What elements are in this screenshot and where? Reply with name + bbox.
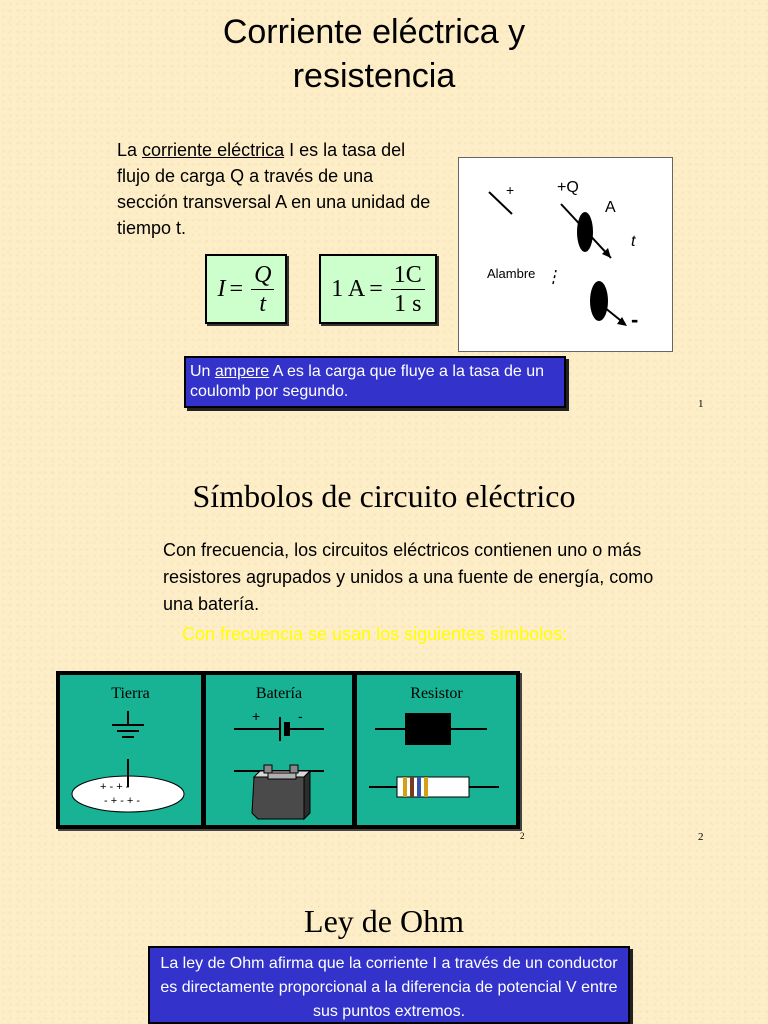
ampere-term: ampere (214, 363, 270, 380)
battery-symbol-cell (206, 675, 352, 825)
definition-term: corriente eléctrica (142, 140, 285, 160)
ground-symbol-cell (60, 675, 201, 825)
symbols-panel (56, 671, 520, 829)
eq1-fraction (251, 261, 274, 318)
ground-icon (60, 675, 201, 825)
ampere-equation (319, 254, 437, 324)
resistor-label: Resistor (410, 685, 463, 702)
eq2-equals: = (369, 275, 383, 302)
diagram-minus: - (631, 307, 639, 332)
eq2-fraction (391, 261, 425, 318)
battery-minus: - (298, 708, 303, 724)
ampere-pre: Un (190, 363, 215, 380)
page-number-1: 1 (698, 398, 704, 410)
cross-section-ellipse-2 (590, 281, 608, 321)
eq2-denominator: 1 s (394, 290, 422, 317)
definition-pre: La (117, 140, 143, 160)
ampere-post: A es la carga que fluye a la tasa de un coulomb por segundo. (190, 363, 545, 400)
eq2-numerator: 1C (391, 261, 425, 290)
ohm-law-box: La ley de Ohm afirma que la corriente I a través de un conductor es directamente proporcional a la diferencia de potencial V entre sus puntos extremos. (148, 946, 630, 1024)
eq1-lhs: I (217, 275, 226, 302)
eq1-equals: = (229, 275, 244, 302)
resistor-symbol-cell (357, 675, 516, 825)
definition-post: I es la tasa del flujo de carga Q a través de una sección transversal A en una unidad de tiempo t. (117, 140, 431, 238)
slide1-title-line1: Corriente eléctrica y (222, 13, 526, 51)
diagram-time-label: t (631, 233, 636, 250)
wire-dashed-line (553, 270, 556, 284)
diagram-wire-label: Alambre (487, 266, 536, 281)
slide2-title: Símbolos de circuito eléctrico (192, 478, 576, 514)
page-number-2-small: 2 (520, 831, 525, 841)
wire-diagram-svg (459, 158, 672, 351)
diagram-charge-label: +Q (557, 179, 579, 196)
resistor-icon (357, 675, 516, 825)
slide2-intro: Con frecuencia, los circuitos eléctricos contienen uno o más resistores agrupados y unidos a una fuente de energía, como una batería. (163, 540, 654, 614)
ground-charges-row2: - + - + - (104, 795, 141, 807)
current-equation (205, 254, 287, 324)
eq2-lhs: 1 A (331, 275, 366, 302)
cross-section-ellipse (577, 212, 593, 252)
eq1-numerator: Q (251, 261, 274, 290)
ground-charges-row1: + - + - (100, 781, 130, 793)
battery-plus: + (252, 708, 261, 724)
slide1-title-line2: resistencia (292, 57, 456, 95)
slide1-title (0, 10, 748, 98)
current-definition (117, 137, 437, 241)
eq1-denominator: t (259, 290, 267, 317)
ampere-definition-box (184, 356, 566, 408)
battery-icon (206, 675, 352, 825)
slide3-title: Ley de Ohm (304, 903, 464, 939)
diagram-plus: + (506, 182, 515, 198)
battery-label: Batería (255, 685, 303, 702)
wire-diagram (458, 157, 673, 352)
page-number-2: 2 (698, 831, 704, 843)
diagram-area-label: A (605, 199, 616, 216)
symbols-note: Con frecuencia se usan los siguientes símbolos: (182, 624, 568, 644)
ground-label: Tierra (111, 685, 150, 702)
